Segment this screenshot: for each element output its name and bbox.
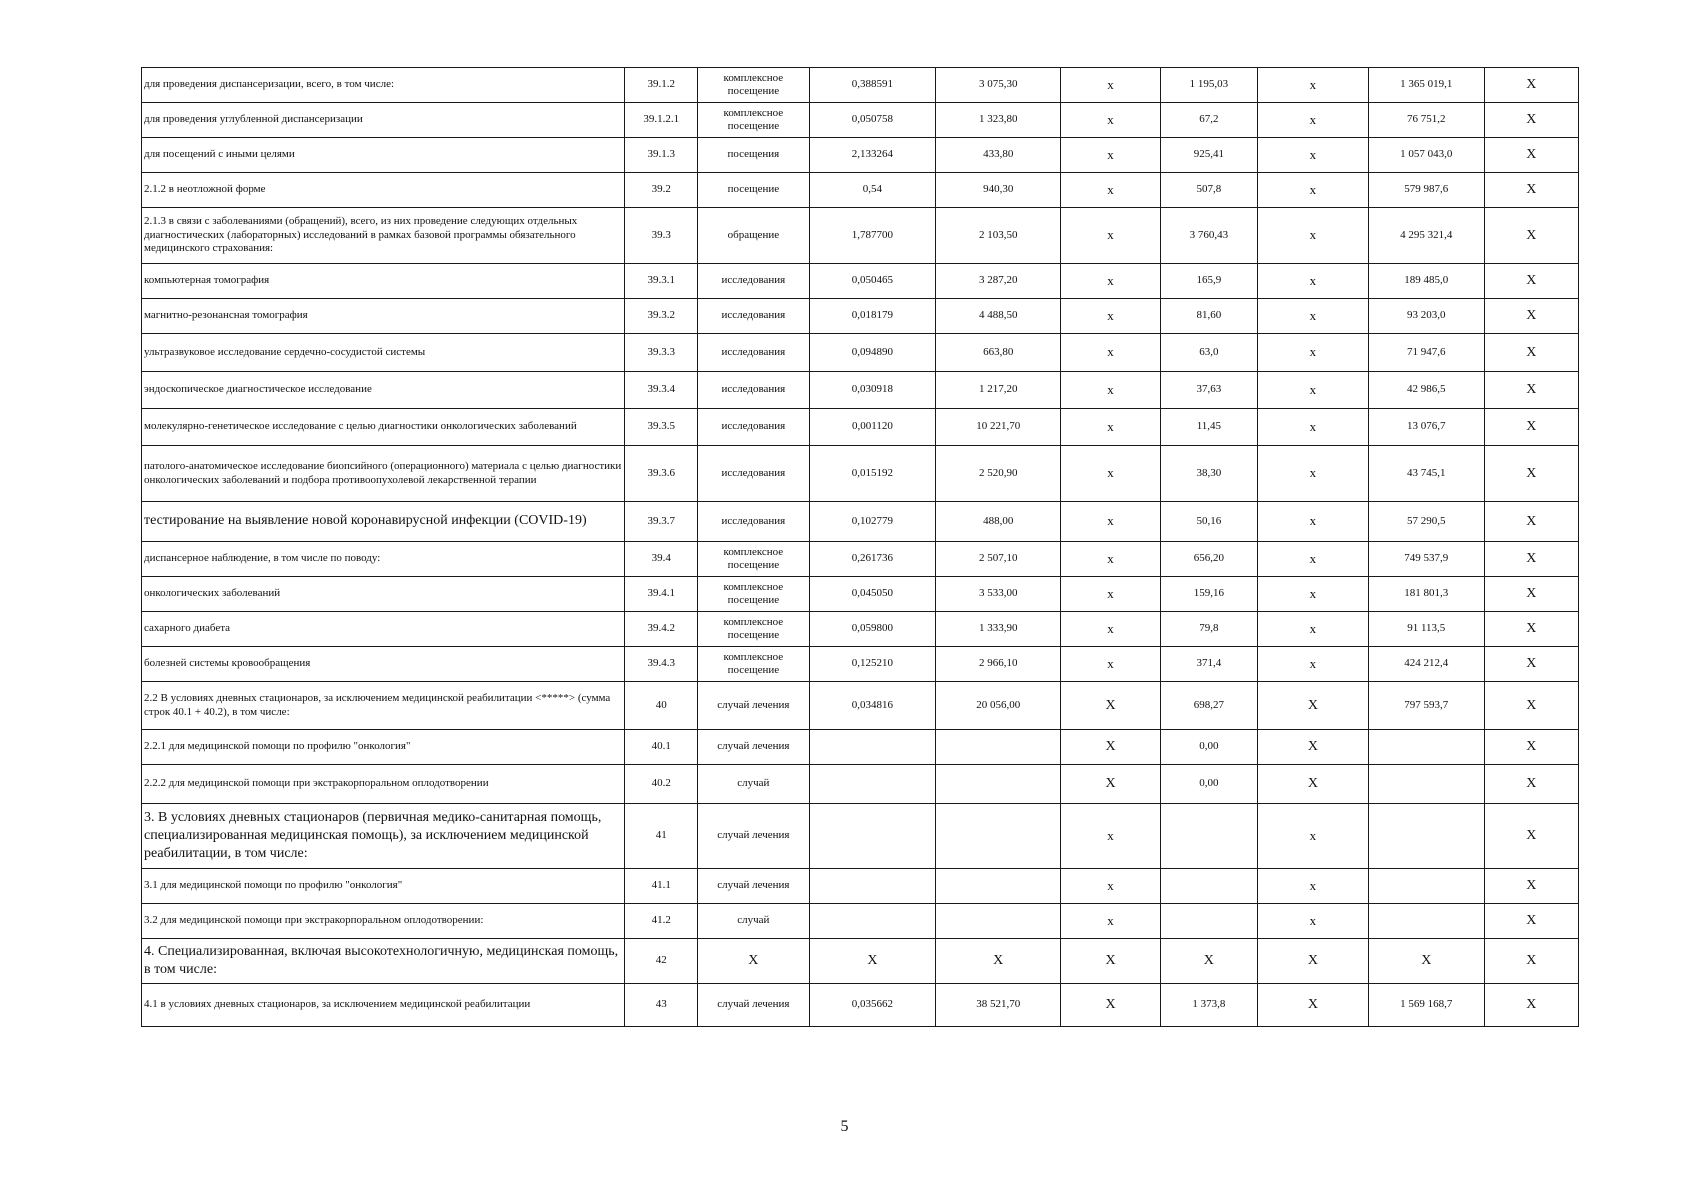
table-row: [142, 904, 1579, 939]
row-unit-cell: комплексное посещение: [697, 103, 809, 138]
row-code-cell: 39.3: [625, 208, 697, 264]
row-value-cell-v1: 0,030918: [809, 372, 935, 409]
row-value-cell-v2: 433,80: [936, 138, 1061, 173]
row-value-cell-v3: х: [1061, 138, 1160, 173]
row-value-cell-v6: 76 751,2: [1368, 103, 1484, 138]
row-value-cell-v4: 0,00: [1160, 765, 1257, 804]
row-value-cell-v3: х: [1061, 409, 1160, 446]
row-unit-cell: комплексное посещение: [697, 647, 809, 682]
row-name-cell: 2.2.1 для медицинской помощи по профилю "онкология": [142, 730, 625, 765]
row-unit-cell: исследования: [697, 264, 809, 299]
row-value-cell-v1: 0,059800: [809, 612, 935, 647]
row-value-cell-v4: 67,2: [1160, 103, 1257, 138]
row-value-cell-v4: [1160, 904, 1257, 939]
row-code-cell: 39.3.1: [625, 264, 697, 299]
row-code-cell: 40.2: [625, 765, 697, 804]
row-name-cell: компьютерная томография: [142, 264, 625, 299]
row-value-cell-v3: х: [1061, 334, 1160, 372]
row-code-cell: 39.3.4: [625, 372, 697, 409]
row-unit-cell: комплексное посещение: [697, 68, 809, 103]
row-value-cell-v5: х: [1258, 804, 1369, 869]
row-name-cell: диспансерное наблюдение, в том числе по поводу:: [142, 542, 625, 577]
table-row: [142, 869, 1579, 904]
row-value-cell-v5: Х: [1258, 984, 1369, 1027]
row-value-cell-v1: 0,018179: [809, 299, 935, 334]
table-row: [142, 372, 1579, 409]
row-value-cell-v4: 63,0: [1160, 334, 1257, 372]
row-value-cell-v3: х: [1061, 173, 1160, 208]
row-code-cell: 39.3.3: [625, 334, 697, 372]
row-value-cell-v4: 371,4: [1160, 647, 1257, 682]
row-unit-cell: Х: [697, 939, 809, 984]
row-value-cell-v1: [809, 904, 935, 939]
row-value-cell-v4: 698,27: [1160, 682, 1257, 730]
row-value-cell-v4: 11,45: [1160, 409, 1257, 446]
row-unit-cell: случай лечения: [697, 804, 809, 869]
row-name-cell: для проведения углубленной диспансеризации: [142, 103, 625, 138]
row-unit-cell: исследования: [697, 502, 809, 542]
row-value-cell-v6: [1368, 765, 1484, 804]
row-value-cell-v4: 79,8: [1160, 612, 1257, 647]
row-unit-cell: случай: [697, 904, 809, 939]
table-row: [142, 299, 1579, 334]
row-value-cell-v7: Х: [1484, 334, 1578, 372]
row-value-cell-v1: 0,015192: [809, 446, 935, 502]
row-name-cell: 4.1 в условиях дневных стационаров, за исключением медицинской реабилитации: [142, 984, 625, 1027]
row-code-cell: 39.1.3: [625, 138, 697, 173]
row-code-cell: 39.3.6: [625, 446, 697, 502]
row-value-cell-v6: 181 801,3: [1368, 577, 1484, 612]
row-value-cell-v7: Х: [1484, 208, 1578, 264]
row-name-cell: для посещений с иными целями: [142, 138, 625, 173]
row-value-cell-v6: [1368, 804, 1484, 869]
row-value-cell-v6: 1 365 019,1: [1368, 68, 1484, 103]
row-value-cell-v1: 0,035662: [809, 984, 935, 1027]
row-value-cell-v1: Х: [809, 939, 935, 984]
row-value-cell-v3: Х: [1061, 730, 1160, 765]
row-value-cell-v3: х: [1061, 869, 1160, 904]
row-value-cell-v3: х: [1061, 68, 1160, 103]
row-unit-cell: исследования: [697, 299, 809, 334]
table-row: [142, 138, 1579, 173]
row-value-cell-v4: 1 195,03: [1160, 68, 1257, 103]
row-value-cell-v2: 2 966,10: [936, 647, 1061, 682]
row-code-cell: 41.2: [625, 904, 697, 939]
row-value-cell-v5: х: [1258, 138, 1369, 173]
row-value-cell-v5: х: [1258, 502, 1369, 542]
row-code-cell: 39.3.2: [625, 299, 697, 334]
row-value-cell-v3: Х: [1061, 765, 1160, 804]
row-code-cell: 40: [625, 682, 697, 730]
row-value-cell-v6: 71 947,6: [1368, 334, 1484, 372]
row-value-cell-v1: 0,094890: [809, 334, 935, 372]
row-value-cell-v4: 159,16: [1160, 577, 1257, 612]
row-value-cell-v5: х: [1258, 103, 1369, 138]
table-row: [142, 409, 1579, 446]
row-code-cell: 39.1.2.1: [625, 103, 697, 138]
row-value-cell-v7: Х: [1484, 612, 1578, 647]
row-value-cell-v4: 50,16: [1160, 502, 1257, 542]
row-value-cell-v5: Х: [1258, 765, 1369, 804]
row-value-cell-v5: х: [1258, 299, 1369, 334]
row-value-cell-v6: Х: [1368, 939, 1484, 984]
row-unit-cell: обращение: [697, 208, 809, 264]
row-value-cell-v6: 42 986,5: [1368, 372, 1484, 409]
row-value-cell-v5: х: [1258, 264, 1369, 299]
row-value-cell-v2: 2 520,90: [936, 446, 1061, 502]
row-value-cell-v6: 1 569 168,7: [1368, 984, 1484, 1027]
row-value-cell-v3: х: [1061, 542, 1160, 577]
row-code-cell: 39.1.2: [625, 68, 697, 103]
row-value-cell-v4: Х: [1160, 939, 1257, 984]
table-row: [142, 334, 1579, 372]
table-row: [142, 264, 1579, 299]
row-value-cell-v5: х: [1258, 577, 1369, 612]
row-unit-cell: комплексное посещение: [697, 542, 809, 577]
row-value-cell-v5: х: [1258, 173, 1369, 208]
row-value-cell-v2: 3 533,00: [936, 577, 1061, 612]
row-value-cell-v4: 656,20: [1160, 542, 1257, 577]
row-value-cell-v3: х: [1061, 904, 1160, 939]
row-name-cell: для проведения диспансеризации, всего, в том числе:: [142, 68, 625, 103]
row-value-cell-v1: 0,54: [809, 173, 935, 208]
row-name-cell: 2.2 В условиях дневных стационаров, за исключением медицинской реабилитации <*****> (сумма строк 40.1 + 40.2), в том числе:: [142, 682, 625, 730]
row-value-cell-v2: [936, 869, 1061, 904]
row-value-cell-v7: Х: [1484, 682, 1578, 730]
table-row: [142, 577, 1579, 612]
row-value-cell-v7: Х: [1484, 446, 1578, 502]
row-value-cell-v3: х: [1061, 502, 1160, 542]
row-code-cell: 39.2: [625, 173, 697, 208]
row-code-cell: 39.4.1: [625, 577, 697, 612]
row-value-cell-v2: 20 056,00: [936, 682, 1061, 730]
row-unit-cell: комплексное посещение: [697, 577, 809, 612]
row-value-cell-v3: х: [1061, 647, 1160, 682]
row-name-cell: 4. Специализированная, включая высокотехнологичную, медицинская помощь, в том числе:: [142, 939, 625, 984]
row-value-cell-v5: х: [1258, 208, 1369, 264]
row-value-cell-v2: [936, 904, 1061, 939]
row-value-cell-v6: 749 537,9: [1368, 542, 1484, 577]
row-unit-cell: посещения: [697, 138, 809, 173]
row-value-cell-v2: 488,00: [936, 502, 1061, 542]
row-value-cell-v6: 57 290,5: [1368, 502, 1484, 542]
row-value-cell-v6: 1 057 043,0: [1368, 138, 1484, 173]
row-value-cell-v7: Х: [1484, 138, 1578, 173]
row-value-cell-v1: 0,050465: [809, 264, 935, 299]
table-row: [142, 984, 1579, 1027]
row-value-cell-v2: [936, 765, 1061, 804]
row-unit-cell: исследования: [697, 446, 809, 502]
row-value-cell-v5: х: [1258, 612, 1369, 647]
row-value-cell-v6: 13 076,7: [1368, 409, 1484, 446]
row-unit-cell: комплексное посещение: [697, 612, 809, 647]
row-value-cell-v3: Х: [1061, 939, 1160, 984]
row-code-cell: 39.3.5: [625, 409, 697, 446]
table-row: [142, 647, 1579, 682]
table-row: [142, 68, 1579, 103]
row-unit-cell: случай лечения: [697, 869, 809, 904]
row-value-cell-v7: Х: [1484, 68, 1578, 103]
row-value-cell-v2: 4 488,50: [936, 299, 1061, 334]
row-value-cell-v4: [1160, 869, 1257, 904]
row-value-cell-v3: х: [1061, 446, 1160, 502]
row-value-cell-v1: 0,388591: [809, 68, 935, 103]
row-value-cell-v7: Х: [1484, 502, 1578, 542]
row-name-cell: онкологических заболеваний: [142, 577, 625, 612]
table-row: [142, 208, 1579, 264]
row-unit-cell: посещение: [697, 173, 809, 208]
row-value-cell-v7: Х: [1484, 409, 1578, 446]
row-value-cell-v7: Х: [1484, 299, 1578, 334]
row-value-cell-v1: 0,050758: [809, 103, 935, 138]
row-value-cell-v3: Х: [1061, 682, 1160, 730]
data-table: [141, 67, 1579, 1027]
row-value-cell-v7: Х: [1484, 869, 1578, 904]
table-row: [142, 939, 1579, 984]
row-value-cell-v1: 1,787700: [809, 208, 935, 264]
row-value-cell-v6: 43 745,1: [1368, 446, 1484, 502]
row-value-cell-v3: х: [1061, 804, 1160, 869]
row-value-cell-v6: 189 485,0: [1368, 264, 1484, 299]
row-unit-cell: случай лечения: [697, 682, 809, 730]
table-row: [142, 502, 1579, 542]
row-value-cell-v2: 10 221,70: [936, 409, 1061, 446]
row-code-cell: 42: [625, 939, 697, 984]
row-value-cell-v6: 797 593,7: [1368, 682, 1484, 730]
row-code-cell: 39.4.3: [625, 647, 697, 682]
row-code-cell: 43: [625, 984, 697, 1027]
table-row: [142, 612, 1579, 647]
row-value-cell-v2: 1 323,80: [936, 103, 1061, 138]
row-value-cell-v7: Х: [1484, 765, 1578, 804]
page-number: 5: [840, 1118, 849, 1135]
row-name-cell: 2.1.2 в неотложной форме: [142, 173, 625, 208]
row-unit-cell: исследования: [697, 372, 809, 409]
row-value-cell-v2: 1 217,20: [936, 372, 1061, 409]
table-row: [142, 173, 1579, 208]
row-value-cell-v5: х: [1258, 869, 1369, 904]
row-value-cell-v2: 2 103,50: [936, 208, 1061, 264]
row-value-cell-v4: 3 760,43: [1160, 208, 1257, 264]
row-value-cell-v2: [936, 804, 1061, 869]
row-value-cell-v6: [1368, 904, 1484, 939]
row-name-cell: 3.2 для медицинской помощи при экстракорпоральном оплодотворении:: [142, 904, 625, 939]
row-value-cell-v3: х: [1061, 264, 1160, 299]
row-value-cell-v3: х: [1061, 208, 1160, 264]
row-name-cell: болезней системы кровообращения: [142, 647, 625, 682]
row-value-cell-v4: 37,63: [1160, 372, 1257, 409]
row-value-cell-v4: 925,41: [1160, 138, 1257, 173]
row-name-cell: 3.1 для медицинской помощи по профилю "онкология": [142, 869, 625, 904]
row-value-cell-v3: х: [1061, 299, 1160, 334]
row-value-cell-v3: х: [1061, 103, 1160, 138]
row-value-cell-v4: [1160, 804, 1257, 869]
row-value-cell-v5: Х: [1258, 682, 1369, 730]
table-row: [142, 103, 1579, 138]
row-unit-cell: исследования: [697, 334, 809, 372]
row-value-cell-v4: 0,00: [1160, 730, 1257, 765]
row-value-cell-v7: Х: [1484, 647, 1578, 682]
row-value-cell-v3: х: [1061, 577, 1160, 612]
row-value-cell-v6: 579 987,6: [1368, 173, 1484, 208]
row-value-cell-v3: Х: [1061, 984, 1160, 1027]
row-value-cell-v6: [1368, 869, 1484, 904]
row-value-cell-v7: Х: [1484, 173, 1578, 208]
table-row: [142, 542, 1579, 577]
row-unit-cell: исследования: [697, 409, 809, 446]
row-value-cell-v6: 93 203,0: [1368, 299, 1484, 334]
row-value-cell-v4: 165,9: [1160, 264, 1257, 299]
row-code-cell: 41: [625, 804, 697, 869]
row-code-cell: 39.4: [625, 542, 697, 577]
row-value-cell-v2: 663,80: [936, 334, 1061, 372]
row-name-cell: молекулярно-генетическое исследование с целью диагностики онкологических заболеваний: [142, 409, 625, 446]
row-name-cell: магнитно-резонансная томография: [142, 299, 625, 334]
row-value-cell-v6: 91 113,5: [1368, 612, 1484, 647]
row-value-cell-v5: х: [1258, 372, 1369, 409]
row-value-cell-v5: Х: [1258, 939, 1369, 984]
row-unit-cell: случай: [697, 765, 809, 804]
row-value-cell-v2: 2 507,10: [936, 542, 1061, 577]
row-value-cell-v1: 0,034816: [809, 682, 935, 730]
row-value-cell-v1: 2,133264: [809, 138, 935, 173]
row-value-cell-v7: Х: [1484, 542, 1578, 577]
row-unit-cell: случай лечения: [697, 984, 809, 1027]
row-value-cell-v2: 940,30: [936, 173, 1061, 208]
row-value-cell-v5: Х: [1258, 730, 1369, 765]
row-value-cell-v7: Х: [1484, 103, 1578, 138]
row-value-cell-v1: 0,261736: [809, 542, 935, 577]
row-value-cell-v3: х: [1061, 372, 1160, 409]
row-value-cell-v2: [936, 730, 1061, 765]
row-value-cell-v5: х: [1258, 68, 1369, 103]
row-name-cell: 2.1.3 в связи с заболеваниями (обращений), всего, из них проведение следующих отдельных диагностических (лабораторных) исследований в рамках базовой программы обязательного медицинского страхования:: [142, 208, 625, 264]
row-value-cell-v1: [809, 765, 935, 804]
table-row: [142, 765, 1579, 804]
row-code-cell: 39.3.7: [625, 502, 697, 542]
row-value-cell-v7: Х: [1484, 904, 1578, 939]
row-value-cell-v5: х: [1258, 647, 1369, 682]
row-name-cell: эндоскопическое диагностическое исследование: [142, 372, 625, 409]
row-value-cell-v1: [809, 730, 935, 765]
table-row: [142, 446, 1579, 502]
table-row: [142, 804, 1579, 869]
row-name-cell: патолого-анатомическое исследование биопсийного (операционного) материала с целью диагностики онкологических заболеваний и подбора противоопухолевой лекарственной терапии: [142, 446, 625, 502]
row-name-cell: сахарного диабета: [142, 612, 625, 647]
row-value-cell-v5: х: [1258, 542, 1369, 577]
row-value-cell-v7: Х: [1484, 984, 1578, 1027]
row-value-cell-v3: х: [1061, 612, 1160, 647]
row-value-cell-v2: 3 287,20: [936, 264, 1061, 299]
row-value-cell-v1: 0,045050: [809, 577, 935, 612]
row-value-cell-v1: [809, 804, 935, 869]
row-value-cell-v2: Х: [936, 939, 1061, 984]
table-row: [142, 682, 1579, 730]
row-value-cell-v2: 3 075,30: [936, 68, 1061, 103]
row-name-cell: ультразвуковое исследование сердечно-сосудистой системы: [142, 334, 625, 372]
row-value-cell-v5: х: [1258, 334, 1369, 372]
table-body: [142, 68, 1579, 1027]
row-unit-cell: случай лечения: [697, 730, 809, 765]
row-value-cell-v1: 0,102779: [809, 502, 935, 542]
row-name-cell: тестирование на выявление новой коронавирусной инфекции (COVID-19): [142, 502, 625, 542]
row-code-cell: 39.4.2: [625, 612, 697, 647]
row-value-cell-v1: [809, 869, 935, 904]
row-value-cell-v1: 0,125210: [809, 647, 935, 682]
row-value-cell-v1: 0,001120: [809, 409, 935, 446]
row-value-cell-v2: 38 521,70: [936, 984, 1061, 1027]
row-name-cell: 3. В условиях дневных стационаров (первичная медико-санитарная помощь, специализированная медицинская помощь), за исключением медицинской реабилитации, в том числе:: [142, 804, 625, 869]
row-value-cell-v2: 1 333,90: [936, 612, 1061, 647]
row-name-cell: 2.2.2 для медицинской помощи при экстракорпоральном оплодотворении: [142, 765, 625, 804]
row-code-cell: 40.1: [625, 730, 697, 765]
row-value-cell-v6: 4 295 321,4: [1368, 208, 1484, 264]
row-value-cell-v7: Х: [1484, 730, 1578, 765]
row-value-cell-v6: 424 212,4: [1368, 647, 1484, 682]
row-value-cell-v6: [1368, 730, 1484, 765]
row-value-cell-v7: Х: [1484, 372, 1578, 409]
row-value-cell-v7: Х: [1484, 577, 1578, 612]
row-value-cell-v5: х: [1258, 409, 1369, 446]
table-row: [142, 730, 1579, 765]
row-value-cell-v4: 81,60: [1160, 299, 1257, 334]
row-value-cell-v5: х: [1258, 904, 1369, 939]
row-value-cell-v7: Х: [1484, 804, 1578, 869]
row-value-cell-v4: 1 373,8: [1160, 984, 1257, 1027]
row-value-cell-v7: Х: [1484, 939, 1578, 984]
row-value-cell-v7: Х: [1484, 264, 1578, 299]
row-value-cell-v5: х: [1258, 446, 1369, 502]
row-code-cell: 41.1: [625, 869, 697, 904]
row-value-cell-v4: 507,8: [1160, 173, 1257, 208]
row-value-cell-v4: 38,30: [1160, 446, 1257, 502]
